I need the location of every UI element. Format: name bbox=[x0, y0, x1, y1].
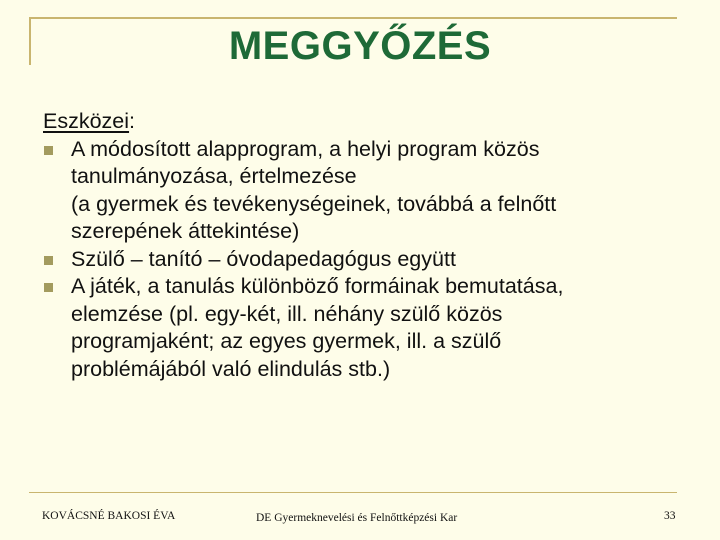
footer-divider bbox=[29, 492, 677, 493]
list-item-line: szerepének áttekintése) bbox=[71, 219, 300, 243]
heading-colon: : bbox=[129, 109, 136, 133]
heading-text: Eszközei bbox=[43, 109, 130, 133]
content-heading bbox=[43, 108, 693, 136]
footer-institution: DE Gyermeknevelési és Felnőttképzési Kar bbox=[256, 512, 458, 524]
list-item-line: problémájából való elindulás stb.) bbox=[71, 356, 391, 381]
slide-content bbox=[43, 108, 693, 383]
slide-title bbox=[0, 24, 720, 69]
square-bullet-icon bbox=[44, 283, 53, 292]
list-item-line: (a gyermek és tevékenységeinek, továbbá a felnőtt bbox=[71, 191, 557, 216]
list-item bbox=[43, 136, 693, 246]
list-item bbox=[43, 273, 693, 383]
list-item-line: Szülő – tanító – óvodapedagógus együtt bbox=[71, 246, 456, 271]
slide-title-text: MEGGYŐZÉS bbox=[228, 24, 492, 68]
square-bullet-icon bbox=[44, 146, 53, 155]
list-item bbox=[43, 246, 693, 274]
square-bullet-icon bbox=[44, 256, 53, 265]
list-item-line: tanulmányozása, értelmezése bbox=[71, 164, 357, 188]
footer-author: KOVÁCSNÉ BAKOSI ÉVA bbox=[42, 510, 176, 522]
list-item-line: programjaként; az egyes gyermek, ill. a szülő bbox=[71, 329, 502, 353]
page-number: 33 bbox=[664, 510, 676, 522]
frame-top-border bbox=[29, 17, 677, 19]
list-item-line: A játék, a tanulás különböző formáinak bemutatása, bbox=[71, 274, 564, 298]
bullet-list bbox=[43, 136, 693, 384]
list-item-line: elemzése (pl. egy-két, ill. néhány szülő közös bbox=[71, 301, 503, 326]
list-item-line: A módosított alapprogram, a helyi program közös bbox=[71, 136, 540, 161]
